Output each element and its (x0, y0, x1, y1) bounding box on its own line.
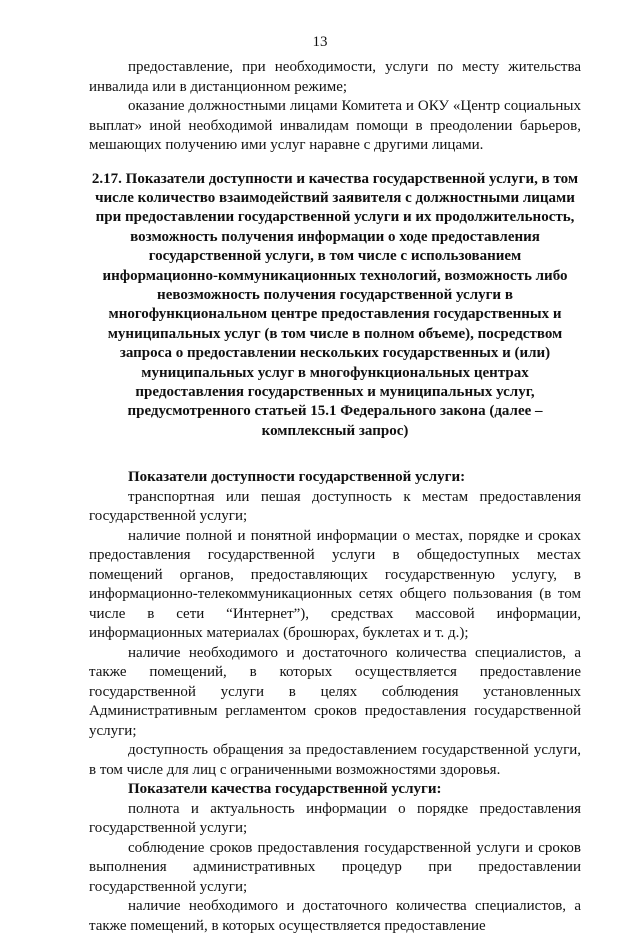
page-number: 13 (312, 34, 328, 50)
section-heading: 2.17. Показатели доступности и качества государственной услуги, в том числе количество взаимодействий заявителя с должностными лицами при предоставлении государственной услуги и их продолжительность, возможность получения информации о ходе предоставления государственной услуги, в том числе с использованием информационно-коммуникационных технологий, возможность либо невозможность получения государственной услуги в многофункциональном центре предоставления государственных и муниципальных услуг (в том числе в полном объеме), посредством запроса о предоставлении нескольких государственных и (или) муниципальных услуг в многофункциональных центрах предоставления государственных и муниципальных услуг, предусмотренного статьей 15.1 Федерального закона (далее – комплексный запрос) (91, 170, 579, 439)
quality-title: Показатели качества государственной услуги: (128, 781, 442, 798)
accessibility-title: Показатели доступности государственной услуги: (128, 469, 466, 486)
quality-item: соблюдение сроков предоставления государственной услуги и сроков выполнения административных процедур при предоставлении государственной услуги; (89, 839, 581, 895)
quality-item: полнота и актуальность информации о порядке предоставления государственной услуги; (89, 800, 581, 837)
quality-item: наличие необходимого и достаточного количества специалистов, а также помещений, в которых осуществляется предоставление (89, 898, 581, 934)
intro-paragraph: предоставление, при необходимости, услуги по месту жительства инвалида или в дистанционном режиме; (89, 59, 581, 95)
accessibility-item: доступность обращения за предоставлением государственной услуги, в том числе для лиц с ограниченными возможностями здоровья. (89, 742, 581, 778)
page-content (89, 58, 581, 936)
accessibility-item: наличие полной и понятной информации о местах, порядке и сроках предоставления государственной услуги в общедоступных местах помещений органов, предоставляющих государственную услугу, в информационно-телекоммуникационных сетях общего пользования (в том числе в сети “Интернет”), средствах массовой информации, информационных материалах (брошюрах, буклетах и т. д.); (89, 527, 581, 642)
accessibility-item: наличие необходимого и достаточного количества специалистов, а также помещений, в которых осуществляется предоставление государственной услуги в целях соблюдения установленных Административным регламентом сроков предоставления государственной услуги; (89, 644, 581, 739)
intro-paragraph: оказание должностными лицами Комитета и ОКУ «Центр социальных выплат» иной необходимой инвалидам помощи в преодолении барьеров, мешающих получению ими услуг наравне с другими лицами. (89, 98, 581, 153)
accessibility-item: транспортная или пешая доступность к местам предоставления государственной услуги; (89, 488, 581, 525)
